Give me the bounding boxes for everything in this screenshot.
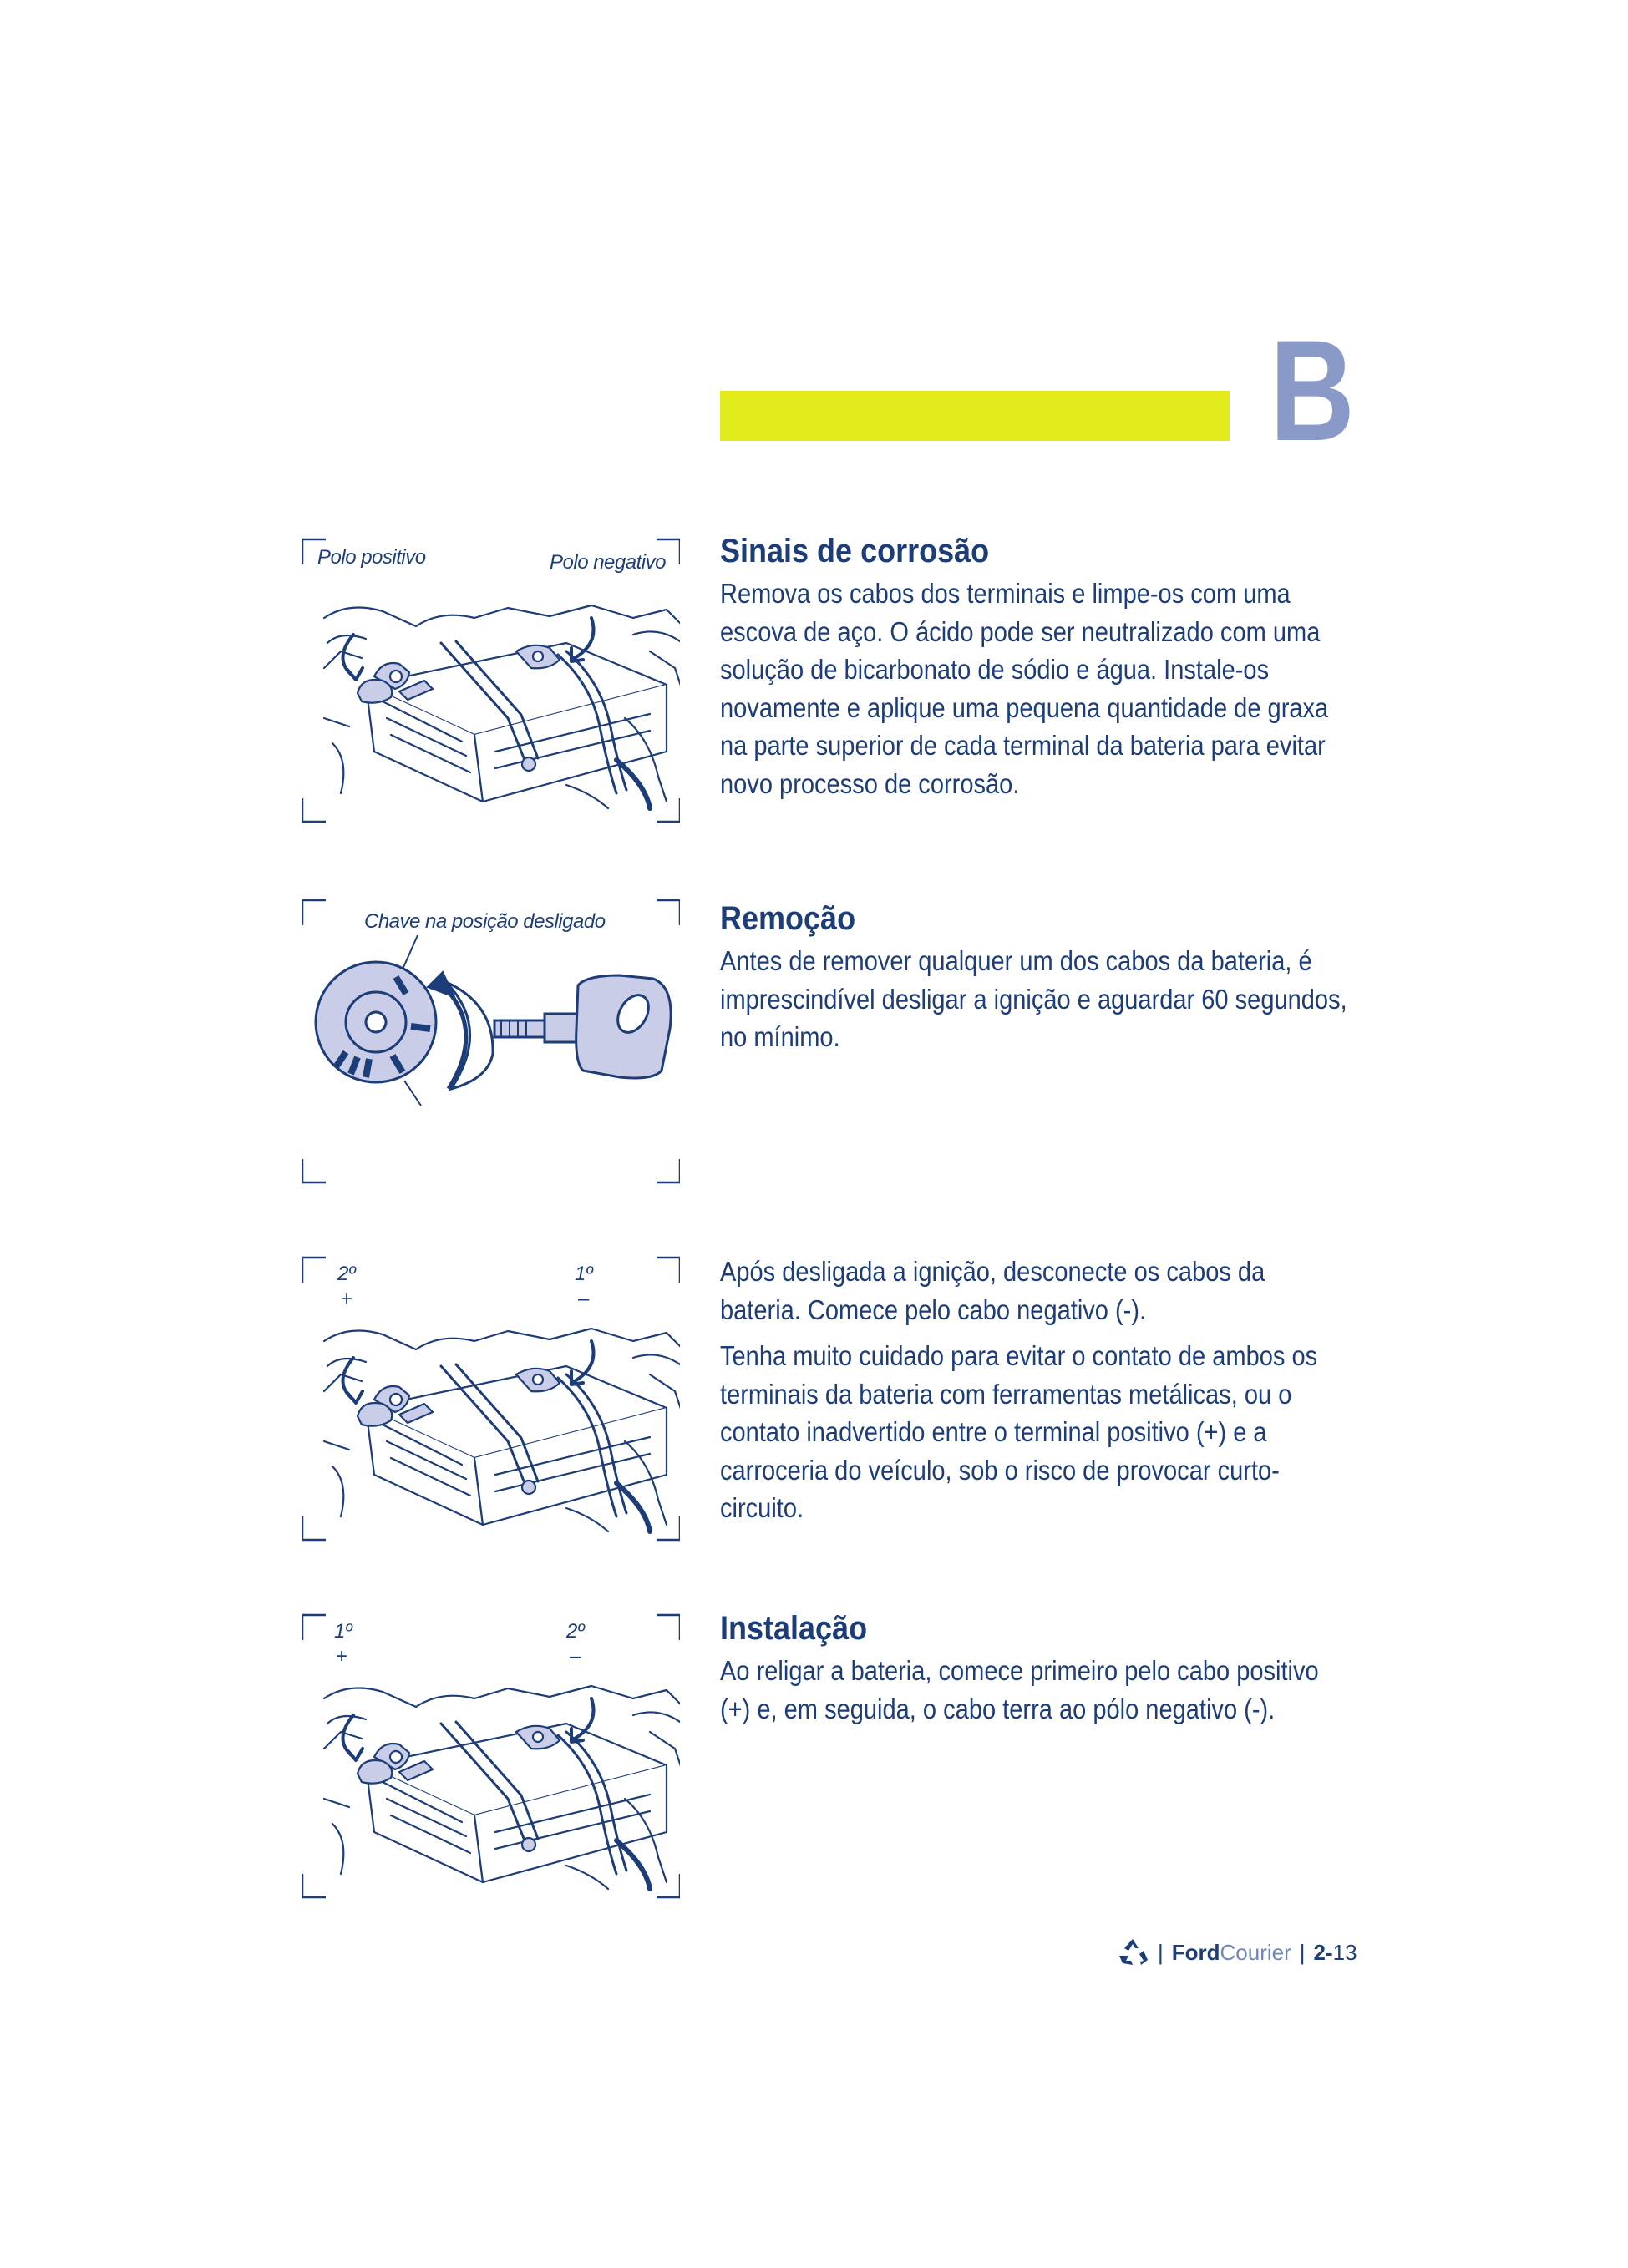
- section-corrosion: [720, 531, 1355, 811]
- battery-install-illustration: [302, 1610, 680, 1902]
- label-order-positive: 1º: [334, 1620, 352, 1643]
- section-letter: B: [1270, 311, 1355, 471]
- label-positive-pole: Polo positivo: [317, 546, 426, 569]
- recycle-icon: [1116, 1937, 1149, 1967]
- ignition-key-illustration: [302, 895, 680, 1187]
- text-install: Ao religar a bateria, comece primeiro pelo cabo positivo (+) e, em seguida, o cabo terra ao pólo negativo (-).: [720, 1655, 1319, 1724]
- page-footer: [1116, 1936, 1357, 1969]
- label-order-negative: 2º: [566, 1620, 585, 1643]
- figure-ignition-key: [302, 895, 680, 1187]
- ignition-cylinder: [316, 935, 436, 1106]
- label-key-off-position: Chave na posição desligado: [364, 910, 606, 933]
- figure-disconnect: [302, 1253, 680, 1545]
- footer-chapter: 2-: [1313, 1939, 1333, 1965]
- footer-separator: |: [1299, 1939, 1306, 1965]
- label-order-positive: 2º: [337, 1263, 356, 1285]
- car-key: [494, 975, 671, 1078]
- battery-terminals-illustration: [302, 534, 680, 827]
- section-install: [720, 1608, 1355, 1736]
- label-negative-pole: Polo negativo: [550, 551, 666, 574]
- label-sign-negative: –: [570, 1645, 581, 1668]
- label-sign-positive: +: [341, 1288, 353, 1310]
- battery-disconnect-illustration: [302, 1253, 680, 1545]
- label-order-negative: 1º: [575, 1263, 593, 1285]
- text-removal: Antes de remover qualquer um dos cabos da bateria, é imprescindível desligar a ignição e aguardar 60 segundos, no mínimo.: [720, 945, 1347, 1052]
- text-corrosion: Remova os cabos dos terminais e limpe-os com uma escova de aço. O ácido pode ser neutralizado com uma solução de bicarbonato de sódio e água. Instale-os novamente e aplique uma pequena quantidade de graxa na parte superior de cada terminal da bateria para evitar novo processo de corrosão.: [720, 578, 1329, 799]
- section-disconnect: [720, 1253, 1355, 1536]
- section-color-bar: [720, 391, 1230, 441]
- text-disconnect: Após desligada a ignição, desconecte os cabos da bateria. Comece pelo cabo negativo (-).: [720, 1256, 1265, 1325]
- text-disconnect-warning: Tenha muito cuidado para evitar o contato de ambos os terminais da bateria com ferramentas metálicas, ou o contato inadvertido entre o terminal positivo (+) e a carroceria do veículo, sob o risco de provocar curto-circuito.: [720, 1340, 1318, 1523]
- footer-separator: |: [1158, 1939, 1164, 1965]
- footer-page-number: 13: [1332, 1939, 1357, 1965]
- figure-install: [302, 1610, 680, 1902]
- heading-corrosion: Sinais de corrosão: [720, 533, 990, 570]
- section-removal: [720, 899, 1355, 1065]
- footer-brand-courier: Courier: [1220, 1939, 1291, 1965]
- figure-corrosion: [302, 534, 680, 827]
- label-sign-negative: –: [578, 1288, 590, 1310]
- heading-removal: Remoção: [720, 900, 856, 937]
- label-sign-positive: +: [336, 1645, 348, 1668]
- footer-brand-ford: Ford: [1171, 1939, 1220, 1965]
- heading-install: Instalação: [720, 1610, 868, 1647]
